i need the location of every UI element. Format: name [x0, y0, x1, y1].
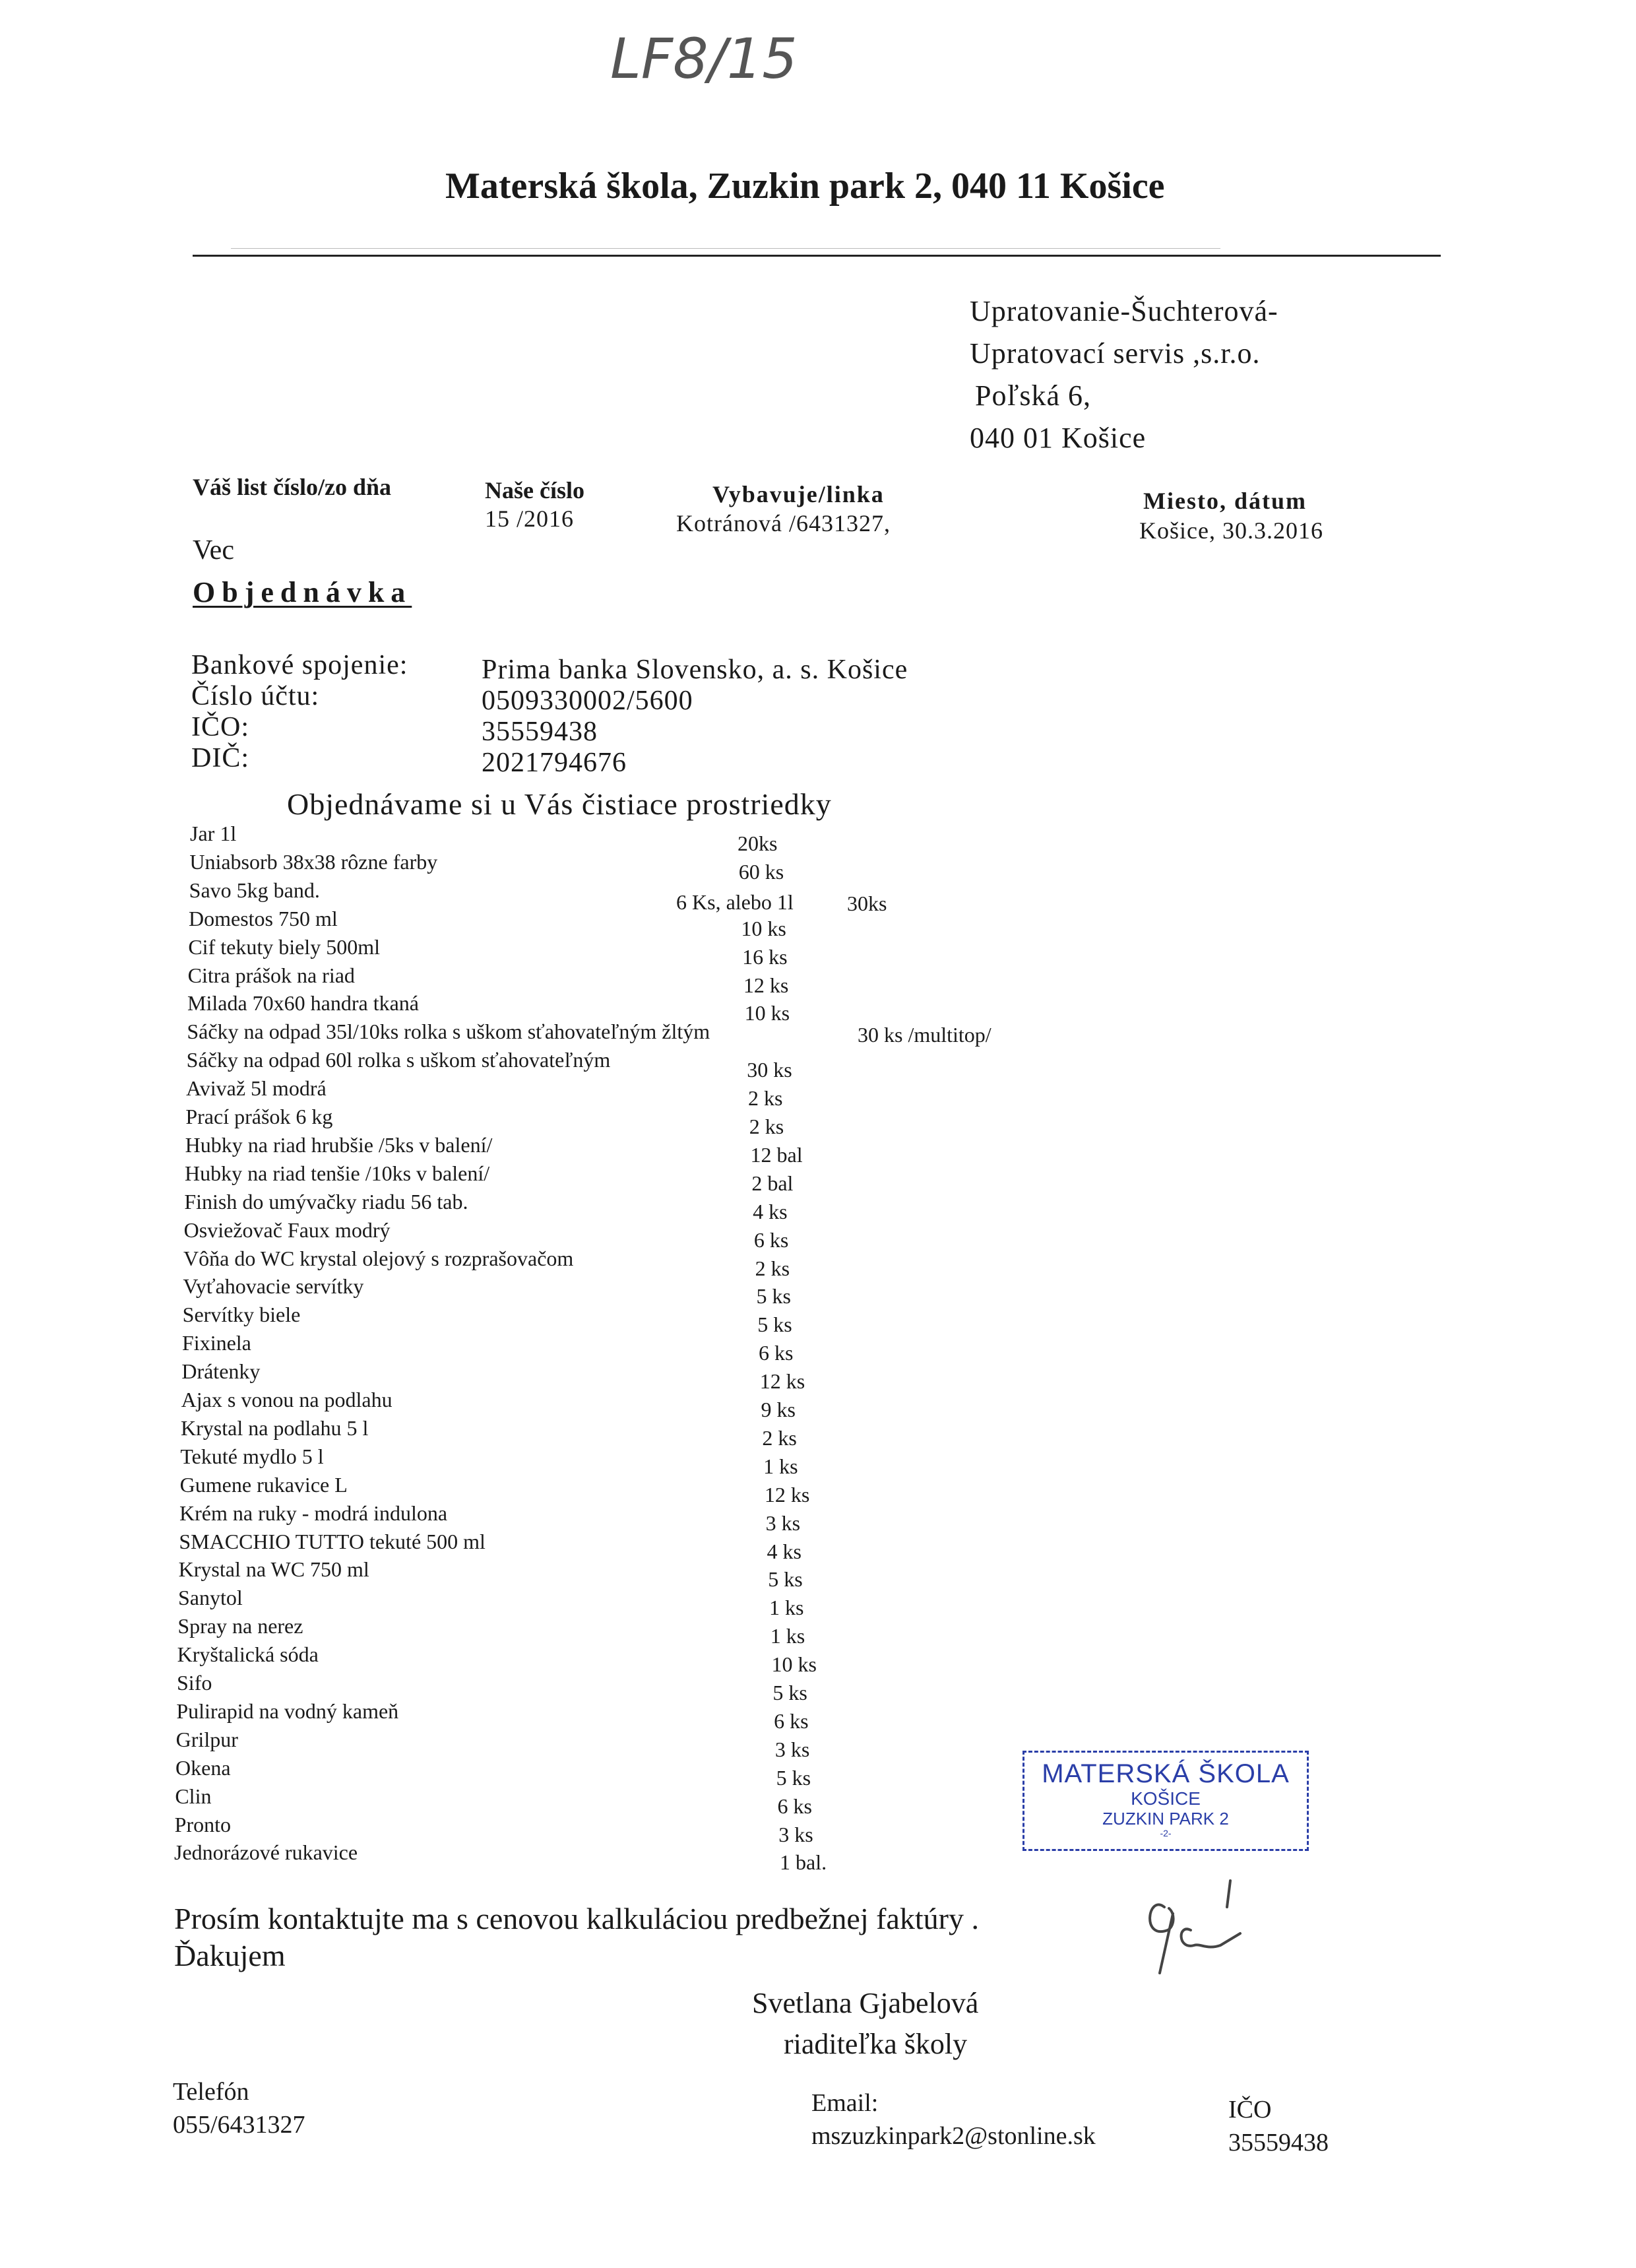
email-value: mszuzkinpark2@stonline.sk	[811, 2122, 1096, 2150]
item-name: Sanytol	[178, 1586, 243, 1610]
item-qty: 5 ks	[776, 1765, 811, 1790]
item-name: Sifo	[177, 1671, 212, 1695]
item-name: Ajax s vonou na podlahu	[181, 1388, 393, 1411]
item-name: Gumene rukavice L	[179, 1472, 348, 1497]
stamp-line-1: MATERSKÁ ŠKOLA	[1042, 1759, 1290, 1788]
signatory-role: riaditeľka školy	[784, 2028, 968, 2060]
item-qty: 4 ks	[767, 1539, 802, 1563]
item-qty: 4 ks	[753, 1199, 788, 1223]
place-date-label: Miesto, dátum	[1143, 488, 1307, 514]
item-qty: 12 ks	[759, 1369, 805, 1394]
closing-line-1: Prosím kontaktujte ma s cenovou kalkuláciou predbežnej faktúry .	[174, 1902, 979, 1935]
recipient-address	[970, 290, 1278, 459]
account-value: 0509330002/5600	[482, 686, 693, 716]
item-name: Fixinela	[182, 1331, 251, 1355]
signatory-name: Svetlana Gjabelová	[752, 1987, 979, 2019]
item-qty: 3 ks	[765, 1510, 801, 1535]
school-title: Materská škola, Zuzkin park 2, 040 11 Košice	[445, 166, 1165, 207]
subject-value: Objednávka	[193, 576, 412, 608]
item-qty: 30 ks /multitop/	[858, 1023, 991, 1047]
footer-email	[811, 2087, 1096, 2153]
item-name: Servítky biele	[182, 1303, 301, 1327]
order-intro: Objednávame si u Vás čistiace prostriedky	[287, 787, 832, 821]
item-name: Krém na ruky - modrá indulona	[179, 1501, 448, 1525]
item-qty: 5 ks	[768, 1567, 803, 1592]
item-name: Uniabsorb 38x38 rôzne farby	[189, 849, 438, 874]
item-name: Prací prášok 6 kg	[185, 1105, 333, 1128]
phone-value: 055/6431327	[173, 2111, 305, 2139]
handwritten-file-note: LF8/15	[610, 26, 798, 91]
recipient-line-2: Upratovací servis ,s.r.o.	[970, 337, 1261, 370]
footer-phone	[173, 2075, 305, 2141]
item-qty: 20ks	[738, 831, 778, 855]
dic-label: DIČ:	[191, 743, 249, 773]
item-name: Drátenky	[181, 1359, 261, 1384]
item-name: Okena	[175, 1755, 231, 1780]
item-qty: 60 ks	[738, 859, 784, 884]
item-name: Osviežovač Faux modrý	[183, 1217, 391, 1242]
footer-ico-label: IČO	[1228, 2096, 1272, 2123]
item-name: Hubky na riad hrubšie /5ks v balení/	[185, 1132, 493, 1157]
recipient-line-1: Upratovanie-Šuchterová-	[970, 295, 1278, 327]
item-qty: 12 bal	[750, 1142, 803, 1167]
email-label: Email:	[811, 2089, 879, 2117]
item-qty: 2 ks	[762, 1425, 797, 1450]
footer-ico	[1228, 2093, 1329, 2159]
our-number: 15 /2016	[485, 505, 575, 532]
item-qty: 10 ks	[771, 1652, 817, 1677]
item-qty: 12 ks	[743, 973, 789, 997]
item-name: Kryštalická sóda	[177, 1642, 319, 1667]
bank-labels	[191, 650, 408, 774]
ico-value: 35559438	[482, 717, 598, 747]
item-name: Clin	[175, 1784, 212, 1808]
item-name: Finish do umývačky riadu 56 tab.	[184, 1189, 468, 1214]
item-note: 6 Ks, alebo 1l	[676, 890, 794, 914]
item-qty: 2 ks	[748, 1086, 783, 1111]
item-name: Domestos 750 ml	[189, 906, 338, 930]
item-name: Milada 70x60 handra tkaná	[187, 991, 419, 1016]
item-qty: 6 ks	[753, 1227, 789, 1252]
item-name: Pronto	[174, 1812, 231, 1836]
item-qty: 6 ks	[759, 1341, 794, 1365]
stamp-line-3: ZUZKIN PARK 2	[1102, 1809, 1229, 1829]
item-qty: 2 ks	[755, 1256, 790, 1280]
header-rule-faint	[231, 248, 1220, 249]
footer-ico-value: 35559438	[1228, 2129, 1329, 2156]
phone-label: Telefón	[173, 2078, 249, 2106]
recipient-line-4: 040 01 Košice	[970, 422, 1147, 454]
item-qty: 6 ks	[777, 1794, 812, 1818]
handled-by: Kotránová /6431327,	[676, 510, 891, 536]
item-name: Krystal na WC 750 ml	[178, 1557, 369, 1582]
subject-label: Vec	[193, 535, 234, 566]
ico-label: IČO:	[191, 712, 249, 742]
item-qty: 5 ks	[756, 1284, 791, 1309]
bank-values	[482, 655, 908, 779]
item-qty: 16 ks	[742, 944, 788, 969]
dic-value: 2021794676	[482, 748, 627, 778]
header-rule	[193, 255, 1441, 257]
item-name: Tekuté mydlo 5 l	[180, 1444, 324, 1468]
item-qty: 2 bal	[751, 1171, 794, 1195]
item-name: Jednorázové rukavice	[174, 1840, 358, 1865]
closing-text	[174, 1900, 979, 1974]
place-date: Košice, 30.3.2016	[1139, 517, 1323, 544]
account-label: Číslo účtu:	[191, 681, 320, 711]
item-name: Sáčky na odpad 35l/10ks rolka s uškom sťahovateľným žltým	[187, 1020, 710, 1044]
item-name: Savo 5kg band.	[189, 878, 320, 902]
recipient-line-3: Poľská 6,	[975, 379, 1091, 412]
item-qty: 5 ks	[757, 1312, 792, 1337]
bank-value: Prima banka Slovensko, a. s. Košice	[482, 655, 908, 685]
item-name: Spray na nerez	[177, 1614, 303, 1638]
item-qty: 1 bal.	[780, 1850, 827, 1875]
item-qty: 5 ks	[772, 1681, 807, 1704]
item-name: Vyťahovacie servítky	[183, 1274, 364, 1299]
item-qty: 30ks	[847, 891, 887, 915]
item-qty: 2 ks	[749, 1115, 784, 1138]
item-qty: 3 ks	[778, 1822, 813, 1846]
item-name: Vôňa do WC krystal olejový s rozprašovačom	[183, 1246, 574, 1270]
item-name: Krystal na podlahu 5 l	[181, 1415, 369, 1440]
signatory	[752, 1983, 978, 2065]
item-name: Hubky na riad tenšie /10ks v balení/	[185, 1161, 490, 1185]
item-name: Sáčky na odpad 60l rolka s uškom sťahovateľným	[186, 1048, 611, 1072]
item-qty: 1 ks	[763, 1454, 798, 1478]
item-name: Citra prášok na riad	[187, 963, 355, 987]
bank-label: Bankové spojenie:	[191, 650, 408, 680]
item-name: Cif tekuty biely 500ml	[188, 934, 380, 959]
item-name: Grilpur	[175, 1727, 238, 1751]
item-name: SMACCHIO TUTTO tekuté 500 ml	[179, 1529, 486, 1553]
handled-by-label: Vybavuje/linka	[712, 481, 885, 507]
item-qty: 3 ks	[774, 1737, 810, 1761]
item-qty: 12 ks	[764, 1482, 810, 1507]
your-letter-label: Váš list číslo/zo dňa	[193, 474, 392, 500]
closing-line-2: Ďakujem	[174, 1939, 286, 1972]
item-qty: 9 ks	[761, 1398, 796, 1421]
item-qty: 6 ks	[774, 1708, 809, 1733]
item-name: Pulirapid na vodný kameň	[176, 1699, 399, 1723]
item-qty: 1 ks	[770, 1624, 805, 1648]
our-number-label: Naše číslo	[485, 477, 584, 503]
item-name: Avivaž 5l modrá	[186, 1076, 327, 1101]
item-qty: 10 ks	[741, 916, 786, 940]
stamp-line-2: KOŠICE	[1131, 1788, 1201, 1809]
item-qty: 30 ks	[747, 1058, 792, 1082]
item-qty: 1 ks	[769, 1596, 804, 1620]
item-qty: 10 ks	[744, 1001, 790, 1025]
item-name: Jar 1l	[190, 822, 237, 845]
school-stamp	[1022, 1751, 1309, 1851]
handwritten-signature	[1128, 1867, 1260, 1983]
stamp-line-4: -2-	[1160, 1828, 1172, 1838]
